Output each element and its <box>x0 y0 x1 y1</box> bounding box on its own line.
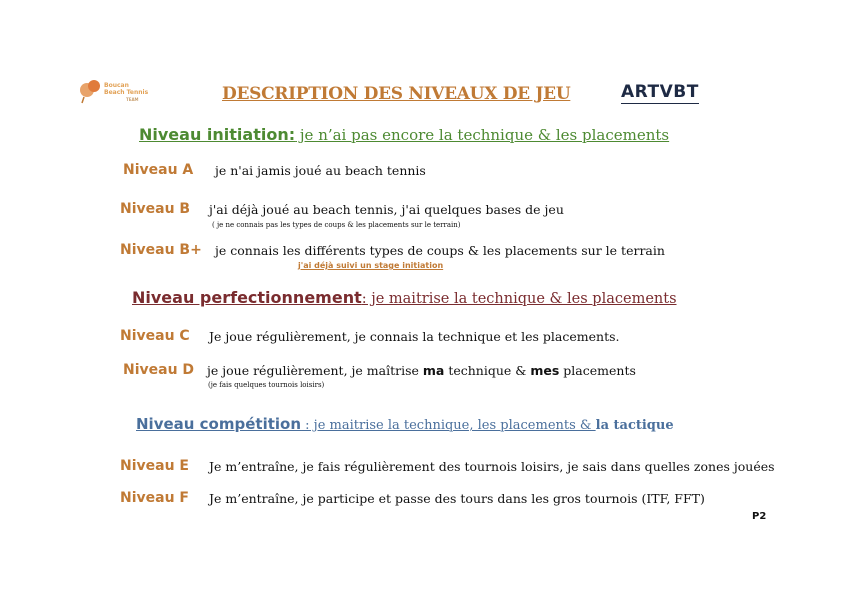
section-name: Niveau compétition <box>136 415 302 433</box>
section-desc: : je maitrise la technique, les placements & <box>301 418 596 433</box>
level-bplus-badge: j'ai déjà suivi un stage initiation <box>298 261 444 270</box>
level-a-label: Niveau A <box>123 162 194 178</box>
level-bplus-text: je connais les différents types de coups & les placements sur le terrain <box>215 243 665 258</box>
level-f-text: Je m’entraîne, je participe et passe des tours dans les gros tournois (ITF, FFT) <box>209 491 705 506</box>
logo-wordmark: Boucan Beach Tennis TEAM <box>104 82 149 102</box>
level-d-text: je joue régulièrement, je maîtrise ma technique & mes placements <box>207 363 636 378</box>
level-a-text: je n'ai jamis joué au beach tennis <box>215 163 426 178</box>
level-bplus-label: Niveau B+ <box>120 242 202 258</box>
level-d-label: Niveau D <box>123 362 195 378</box>
level-c-label: Niveau C <box>120 328 190 344</box>
page-number: P2 <box>752 511 767 522</box>
level-d-note: (je fais quelques tournois loisirs) <box>208 381 325 389</box>
level-c-text: Je joue régulièrement, je connais la technique et les placements. <box>209 329 620 344</box>
section-competition-heading <box>136 415 674 433</box>
section-desc: je n’ai pas encore la technique & les placements <box>295 126 670 144</box>
section-desc-bold: la tactique <box>595 418 674 433</box>
level-b-label: Niveau B <box>120 201 191 217</box>
section-perfectionnement-heading <box>132 288 677 307</box>
section-initiation-heading <box>139 125 669 144</box>
level-e-label: Niveau E <box>120 458 189 474</box>
artvbt-logo: ARTVBT <box>621 82 699 102</box>
level-b-note: ( je ne connais pas les types de coups & les placements sur le terrain) <box>212 221 461 229</box>
section-desc: : je maitrise la technique & les placements <box>361 291 677 307</box>
page-title: DESCRIPTION DES NIVEAUX DE JEU <box>222 84 571 104</box>
level-e-text: Je m’entraîne, je fais régulièrement des tournois loisirs, je sais dans quelles zones jouées <box>209 459 775 474</box>
level-b-text: j'ai déjà joué au beach tennis, j'ai quelques bases de jeu <box>209 202 564 217</box>
beach-tennis-team-logo <box>78 78 158 110</box>
level-f-label: Niveau F <box>120 490 189 506</box>
section-name: Niveau perfectionnement <box>132 288 362 307</box>
section-name: Niveau initiation: <box>139 125 296 144</box>
tennis-balls-icon <box>78 78 104 104</box>
